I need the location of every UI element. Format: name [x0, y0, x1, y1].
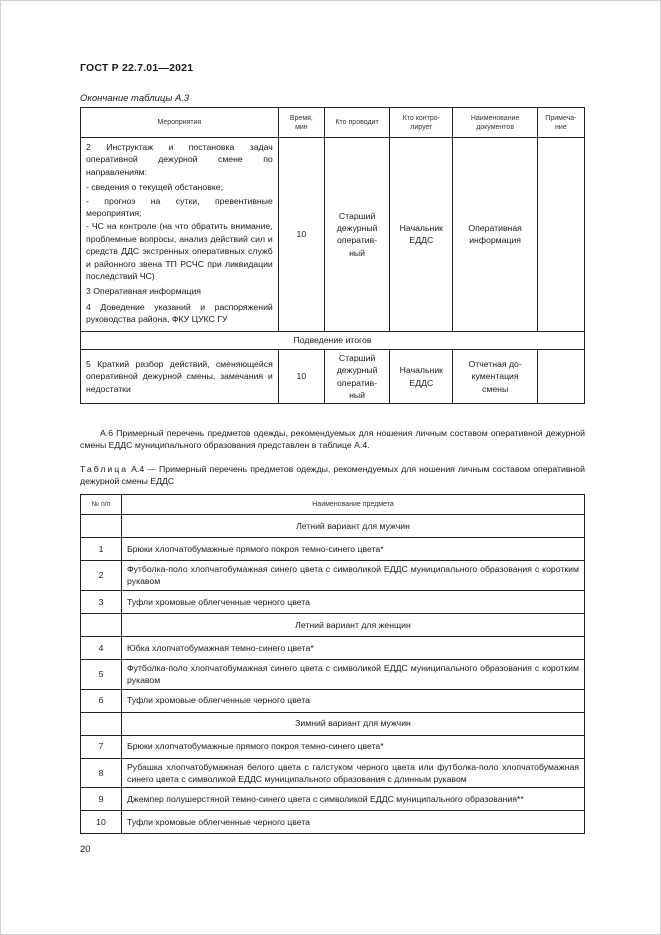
table-a4-section-row	[81, 712, 585, 735]
item-name: Джемпер полушерстяной темно-синего цвета с символикой ЕДДС муниципального образования**	[122, 788, 585, 811]
table-a3-row-briefing	[81, 138, 585, 332]
table-a3-section-row	[81, 331, 585, 349]
table-row	[81, 758, 585, 788]
activity-item: - ЧС на контроле (на что обратить внимание, проблемные вопросы, анализ действий сил и средств ДДС экстренных оперативных служб и районного звена ТП РСЧС при ликвидации последствий ЧС)	[86, 221, 273, 282]
column-header-who-conducts: Кто проводит	[324, 108, 389, 138]
documents-cell: Оперативная информация	[453, 138, 537, 332]
documents-cell: Отчетная до-кументация смены	[453, 349, 537, 404]
table-row	[81, 689, 585, 712]
activity-item: - прогноз на сутки, превентивные мероприятия;	[86, 195, 273, 219]
column-header-time: Время, мин	[278, 108, 324, 138]
table-a4-section-row	[81, 613, 585, 636]
table-row	[81, 538, 585, 561]
item-name: Футболка-поло хлопчатобумажная синего цвета с символикой ЕДДС муниципального образования с коротким рукавом	[122, 561, 585, 591]
section-title: Зимний вариант для мужчин	[122, 712, 585, 735]
column-header-activities: Мероприятия	[81, 108, 279, 138]
item-name: Туфли хромовые облегченные черного цвета	[122, 590, 585, 613]
column-header-item-name: Наименование предмета	[122, 495, 585, 515]
empty-number-cell	[81, 712, 122, 735]
page-number: 20	[80, 844, 91, 855]
table-a4-header-row	[81, 495, 585, 515]
section-title: Летний вариант для женщин	[122, 613, 585, 636]
table-a3-row-review	[81, 349, 585, 404]
activity-item: 4 Доведение указаний и распоряжений руководства района, ФКУ ЦУКС ГУ	[86, 301, 273, 325]
who-controls-cell: Начальник ЕДДС	[390, 349, 453, 404]
section-title: Летний вариант для мужчин	[122, 515, 585, 538]
empty-number-cell	[81, 613, 122, 636]
who-conducts-cell: Старший дежурный оператив-ный	[324, 349, 389, 404]
table-row	[81, 636, 585, 659]
table-row	[81, 735, 585, 758]
row-number: 4	[81, 636, 122, 659]
time-cell: 10	[278, 349, 324, 404]
item-name: Брюки хлопчатобумажные прямого покроя темно-синего цвета*	[122, 735, 585, 758]
row-number: 10	[81, 811, 122, 834]
table-a3-caption: Окончание таблицы А.3	[80, 93, 190, 104]
activities-cell	[81, 138, 279, 332]
section-title: Подведение итогов	[81, 331, 585, 349]
time-cell: 10	[278, 138, 324, 332]
who-controls-cell: Начальник ЕДДС	[390, 138, 453, 332]
item-name: Футболка-поло хлопчатобумажная синего цвета с символикой ЕДДС муниципального образования с коротким рукавом	[122, 659, 585, 689]
table-a4	[80, 494, 585, 834]
row-number: 1	[81, 538, 122, 561]
row-number: 3	[81, 590, 122, 613]
item-name: Туфли хромовые облегченные черного цвета	[122, 689, 585, 712]
activity-item: - сведения о текущей обстановке;	[86, 182, 223, 193]
table-a4-section-row	[81, 515, 585, 538]
table-a4-caption-text: А.4 — Примерный перечень предметов одежды, рекомендуемых для ношения личным составом оперативной дежурной смены ЕДДС	[80, 464, 585, 487]
row-number: 2	[81, 561, 122, 591]
item-name: Юбка хлопчатобумажная темно-синего цвета*	[122, 636, 585, 659]
paragraph-a6: А.6 Примерный перечень предметов одежды, рекомендуемых для ношения личным составом оперативной дежурной смены ЕДДС муниципального образования представлен в таблице А.4.	[80, 428, 585, 451]
note-cell	[537, 349, 584, 404]
column-header-who-controls: Кто контро-лирует	[390, 108, 453, 138]
who-conducts-cell: Старший дежурный оператив-ный	[324, 138, 389, 332]
table-row	[81, 659, 585, 689]
table-row	[81, 561, 585, 591]
row-number: 5	[81, 659, 122, 689]
activity-item: 3 Оперативная информация	[86, 286, 202, 297]
table-a3-header-row	[81, 108, 585, 138]
item-name: Туфли хромовые облегченные черного цвета	[122, 811, 585, 834]
row-number: 8	[81, 758, 122, 788]
column-header-documents: Наименование документов	[453, 108, 537, 138]
table-a3	[80, 107, 585, 404]
row-number: 9	[81, 788, 122, 811]
note-cell	[537, 138, 584, 332]
column-header-number: № п/п	[81, 495, 122, 515]
activities-cell: 5 Краткий разбор действий, сменяющейся оперативной дежурной смены, замечания и недостатки	[81, 349, 279, 404]
table-row	[81, 811, 585, 834]
empty-number-cell	[81, 515, 122, 538]
item-name: Брюки хлопчатобумажные прямого покроя темно-синего цвета*	[122, 538, 585, 561]
row-number: 7	[81, 735, 122, 758]
table-a4-caption-label: Таблица	[80, 464, 129, 474]
activity-item: 2 Инструктаж и постановка задач оперативной дежурной смене по направлениям:	[86, 142, 273, 177]
table-a4-caption	[80, 463, 585, 488]
table-row	[81, 590, 585, 613]
column-header-note: Примеча-ние	[537, 108, 584, 138]
document-id-header: ГОСТ Р 22.7.01—2021	[80, 62, 194, 74]
row-number: 6	[81, 689, 122, 712]
table-row	[81, 788, 585, 811]
item-name: Рубашка хлопчатобумажная белого цвета с галстуком черного цвета или футболка-поло хлопчатобумажная синего цвета с символикой ЕДДС муниципального образования с длинным рукавом	[122, 758, 585, 788]
